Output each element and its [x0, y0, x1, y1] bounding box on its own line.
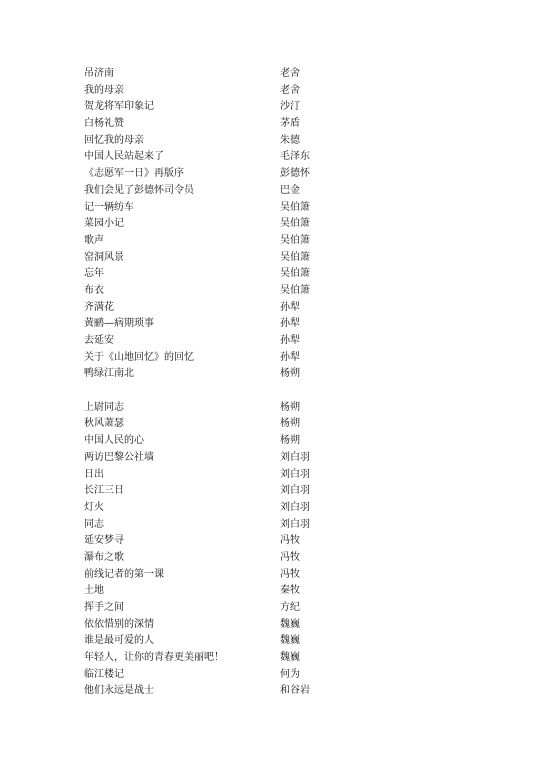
list-item: [84, 350, 344, 367]
list-item: [84, 416, 344, 433]
work-author: 刘白羽: [280, 485, 310, 497]
work-title: 关于《山地回忆》的回忆: [84, 351, 194, 363]
work-author: 吴伯箫: [280, 268, 310, 280]
work-title: 他们永远是战士: [84, 685, 154, 697]
work-title: 黄鹂—病期琐事: [84, 318, 154, 330]
work-author: 刘白羽: [280, 501, 310, 513]
list-item: [84, 633, 344, 650]
list-item: [84, 66, 344, 83]
list-item: [84, 216, 344, 233]
list-item: [84, 316, 344, 333]
work-title: 秋风萧瑟: [84, 418, 124, 430]
work-author: 老舍: [280, 84, 300, 96]
work-title: 贺龙将军印象记: [84, 101, 154, 113]
list-item: [84, 300, 344, 317]
work-title: 白杨礼赞: [84, 118, 124, 130]
list-item: [84, 433, 344, 450]
list-item: [84, 99, 344, 116]
work-author: 杨朔: [280, 418, 300, 430]
list-item: [84, 567, 344, 584]
list-item: [84, 233, 344, 250]
work-title: 灯火: [84, 501, 104, 513]
work-author: 和谷岩: [280, 685, 310, 697]
work-author: 方纪: [280, 602, 300, 613]
work-author: 巴金: [280, 184, 300, 196]
work-title: 菜园小记: [84, 218, 124, 230]
list-item: [84, 583, 344, 600]
work-author: 毛泽东: [280, 151, 310, 163]
list-item: [84, 116, 344, 133]
work-author: 何为: [280, 668, 300, 680]
work-title: 瀑布之歌: [84, 551, 124, 563]
work-title: 布衣: [84, 284, 104, 296]
work-title: 日出: [84, 468, 104, 480]
list-item: [84, 467, 344, 484]
work-author: 孙犁: [280, 335, 300, 346]
section-spacer: [84, 383, 344, 400]
work-title: 吊济南: [84, 68, 114, 79]
work-author: 冯牧: [280, 551, 300, 563]
list-item: [84, 200, 344, 217]
work-author: 孙犁: [280, 318, 300, 330]
work-author: 刘白羽: [280, 468, 310, 480]
work-author: 吴伯箫: [280, 218, 310, 230]
list-item: [84, 166, 344, 183]
list-item: [84, 149, 344, 166]
list-item: [84, 617, 344, 634]
work-title: 临江楼记: [84, 668, 124, 680]
work-title: 歌声: [84, 234, 104, 246]
list-item: [84, 250, 344, 267]
list-item: [84, 517, 344, 534]
work-author: 吴伯箫: [280, 234, 310, 246]
list-item: [84, 83, 344, 100]
work-author: 冯牧: [280, 568, 300, 580]
list-item: [84, 400, 344, 417]
work-author: 刘白羽: [280, 518, 310, 530]
list-item: [84, 266, 344, 283]
work-author: 秦牧: [280, 585, 300, 597]
work-author: 魏巍: [280, 618, 300, 630]
work-title: 年轻人，让你的青春更美丽吧！: [84, 652, 224, 664]
list-item: [84, 600, 344, 617]
work-title: 依依惜别的深情: [84, 618, 154, 630]
list-item: [84, 283, 344, 300]
work-title: 中国人民站起来了: [84, 151, 164, 163]
work-author: 吴伯箫: [280, 251, 310, 263]
work-title: 记一辆纺车: [84, 201, 134, 213]
work-title: 鸭绿江南北: [84, 368, 134, 380]
list-item: [84, 550, 344, 567]
work-author: 吴伯箫: [280, 201, 310, 213]
work-author: 朱德: [280, 134, 300, 146]
list-item: [84, 183, 344, 200]
work-author: 孙犁: [280, 301, 300, 313]
list-item: [84, 133, 344, 150]
work-title: 去延安: [84, 335, 114, 346]
work-author: 杨朔: [280, 435, 300, 447]
work-title: 回忆我的母亲: [84, 134, 144, 146]
work-title: 同志: [84, 518, 104, 530]
work-title: 两访巴黎公社墙: [84, 451, 154, 463]
list-item: [84, 650, 344, 667]
list-item: [84, 500, 344, 517]
work-author: 杨朔: [280, 401, 300, 413]
list-item: [84, 667, 344, 684]
work-author: 冯牧: [280, 535, 300, 547]
title-author-list: [84, 66, 344, 700]
list-item: [84, 450, 344, 467]
work-author: 沙汀: [280, 101, 300, 113]
work-title: 挥手之间: [84, 602, 124, 613]
work-author: 茅盾: [280, 118, 300, 130]
work-title: 忘年: [84, 268, 104, 280]
list-item: [84, 483, 344, 500]
list-item: [84, 366, 344, 383]
work-author: 孙犁: [280, 351, 300, 363]
work-author: 吴伯箫: [280, 284, 310, 296]
work-author: 杨朔: [280, 368, 300, 380]
work-author: 魏巍: [280, 652, 300, 664]
work-title: 谁是最可爱的人: [84, 635, 154, 647]
work-title: 长江三日: [84, 485, 124, 497]
work-title: 上尉同志: [84, 401, 124, 413]
work-title: 《志愿军一日》再版序: [84, 168, 184, 180]
list-item: [84, 683, 344, 700]
list-item: [84, 333, 344, 350]
work-title: 中国人民的心: [84, 435, 144, 447]
work-title: 窑洞风景: [84, 251, 124, 263]
work-title: 延安梦寻: [84, 535, 124, 547]
work-author: 刘白羽: [280, 451, 310, 463]
work-title: 前线记者的第一课: [84, 568, 164, 580]
work-title: 我们会见了彭德怀司令员: [84, 184, 194, 196]
work-title: 我的母亲: [84, 84, 124, 96]
work-author: 彭德怀: [280, 168, 310, 180]
list-item: [84, 533, 344, 550]
work-title: 齐满花: [84, 301, 114, 313]
work-title: 土地: [84, 585, 104, 597]
work-author: 魏巍: [280, 635, 300, 647]
work-author: 老舍: [280, 68, 300, 79]
